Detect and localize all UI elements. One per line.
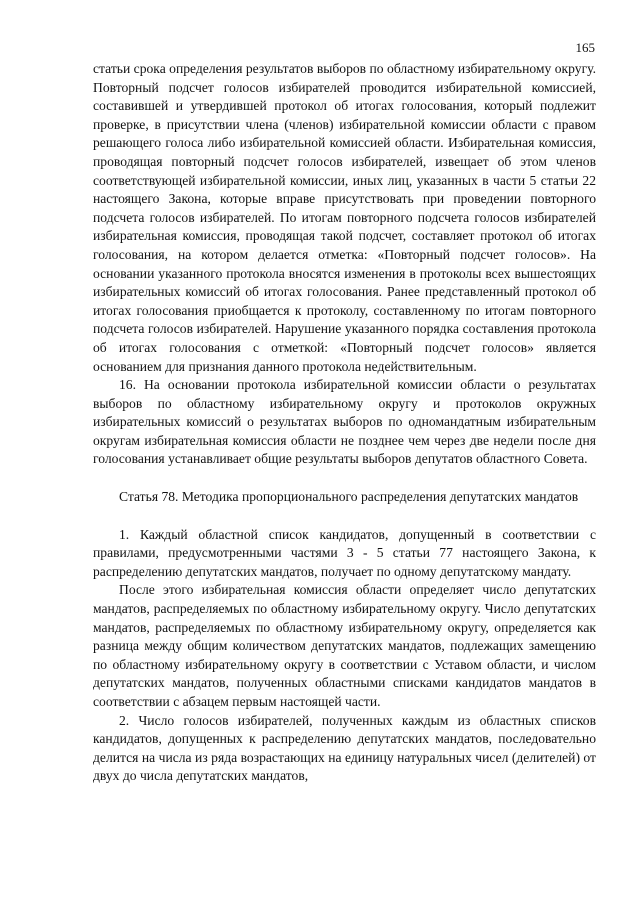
paragraph-continuation: статьи срока определения результатов выборов по областному избирательному округу. Повторный подсчет голосов избирателей проводится избирательной комиссией, составившей и утвердившей протокол об итогах голосования, который подлежит проверке, в присутствии члена (членов) избирательной комиссии области с правом решающего голоса либо избирательной комиссией области. Избирательная комиссия, проводящая повторный подсчет голосов избирателей, извещает об этом членов соответствующей избирательной комиссии, иных лиц, указанных в части 5 статьи 22 настоящего Закона, которые вправе присутствовать при проведении повторного подсчета голосов избирателей. По итогам повторного подсчета голосов избирателей избирательная комиссия, проводящая такой подсчет, составляет протокол об итогах голосования, на котором делается отметка: «Повторный подсчет голосов». На основании указанного протокола вносятся изменения в протоколы всех вышестоящих избирательных комиссий об итогах голосования. Ранее представленный протокол об итогах голосования приобщается к протоколу, составленному по итогам повторного подсчета голосов избирателей. Нарушение указанного порядка составления протокола об итогах голосования с отметкой: «Повторный подсчет голосов» является основанием для признания данного протокола недействительным. bbox=[93, 61, 596, 374]
paragraph-item-2: 2. Число голосов избирателей, полученных каждым из областных списков кандидатов, допущенных к распределению депутатских мандатов, последовательно делится на числа из ряда возрастающих на единицу натуральных чисел (делителей) от двух до числа депутатских мандатов, bbox=[93, 712, 596, 784]
paragraph-item-16: 16. На основании протокола избирательной комиссии области о результатах выборов по областному избирательному округу и протоколов окружных избирательных комиссий о результатах выборов по одномандатным избирательным округам избирательная комиссия области не позднее чем через две недели после дня голосования устанавливает общие результаты выборов депутатов областного Совета. bbox=[93, 377, 596, 467]
document-body bbox=[93, 60, 596, 786]
paragraph-item-1: 1. Каждый областной список кандидатов, допущенный в соответствии с правилами, предусмотренными частями 3 - 5 статьи 77 настоящего Закона, к распределению депутатских мандатов, получает по одному депутатскому мандату. bbox=[93, 526, 596, 579]
article-heading: Статья 78. Методика пропорционального распределения депутатских мандатов bbox=[119, 489, 579, 505]
paragraph-after-this: После этого избирательная комиссия области определяет число депутатских мандатов, распределяемых по областному избирательному округу. Число депутатских мандатов, распределяемых по областному избирательному округу, определяется как разница между общим количеством депутатских мандатов, подлежащих замещению по областному избирательному округу в соответствии с Уставом области, и числом депутатских мандатов, полученных областными списками кандидатов мандатов в соответствии с абзацем первым настоящей части. bbox=[93, 582, 596, 709]
page-number: 165 bbox=[575, 40, 595, 55]
